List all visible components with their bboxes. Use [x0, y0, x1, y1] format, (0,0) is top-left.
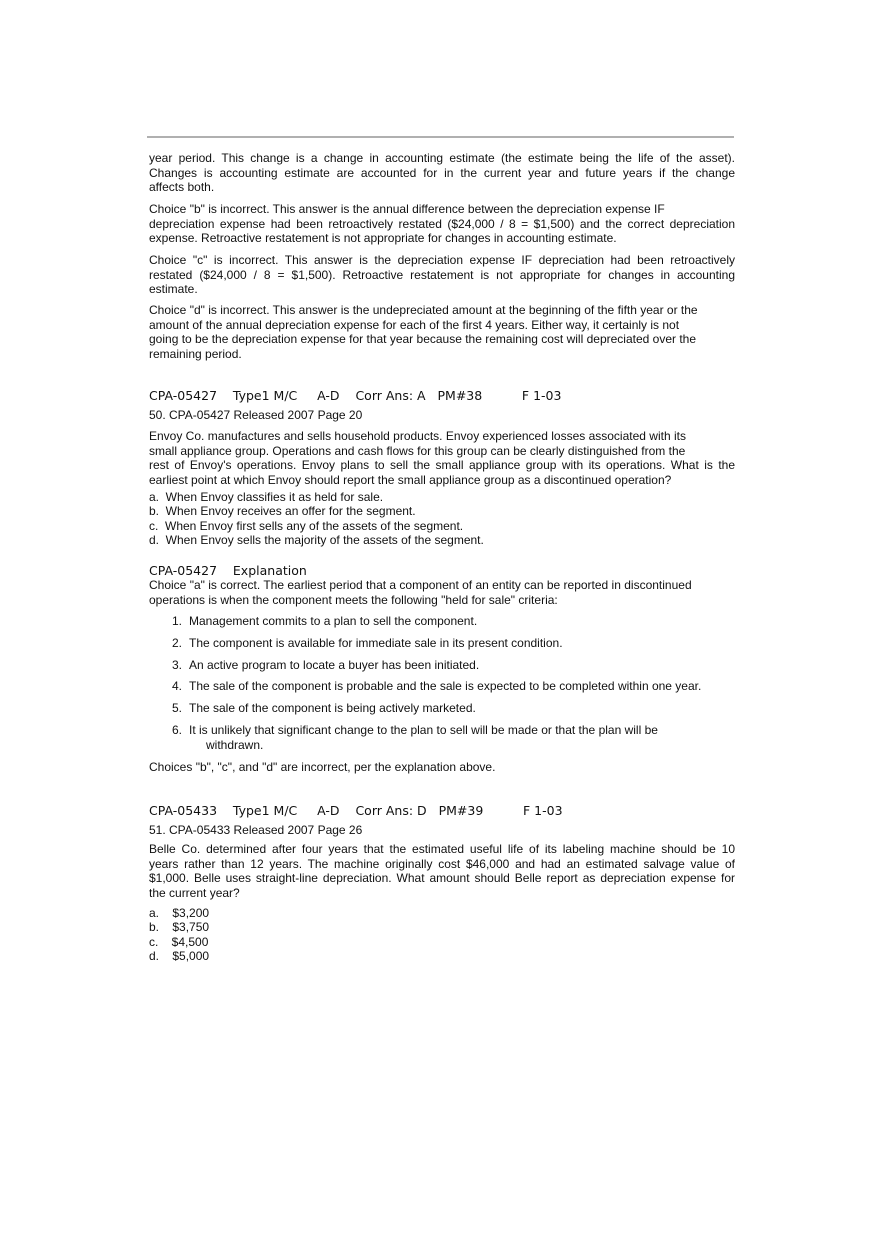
criteria-text: An active program to locate a buyer has been initiated. — [189, 657, 480, 672]
criteria-item — [172, 658, 712, 673]
text-line: Choice "b" is incorrect. This answer is the annual difference between the depreciation expense IF — [149, 202, 665, 216]
text-line: b. When Envoy receives an offer for the segment. — [149, 504, 416, 519]
header-rule — [147, 136, 734, 138]
text-line: Envoy Co. manufactures and sells household products. Envoy experienced losses associated with its — [149, 429, 686, 443]
text-line: going to be the depreciation expense for that year because the remaining cost will depreciated over the — [149, 332, 697, 347]
text-line: expense. Retroactive restatement is not appropriate for changes in accounting estimate. — [149, 231, 617, 246]
text-line: a. When Envoy classifies it as held for sale. — [149, 490, 384, 504]
text-line: d. When Envoy sells the majority of the assets of the segment. — [149, 532, 484, 547]
text-line: Choice "a" is correct. The earliest period that a component of an entity can be reported in discontinued — [149, 578, 692, 592]
criteria-item — [172, 701, 712, 716]
criteria-item — [172, 679, 712, 694]
question-50-header: CPA-05427 Type1 M/C A-D Corr Ans: A PM#38 F 1-03 — [149, 388, 562, 403]
criteria-text: The component is available for immediate sale in its present condition. — [189, 635, 563, 650]
text-line: year period. This change is a change in accounting estimate (the estimate being the life of the asset). — [149, 151, 735, 165]
text-line: $1,000. Belle uses straight-line depreciation. What amount should Belle report as depreciation expense for — [149, 871, 735, 886]
text-line: c. $4,500 — [149, 934, 209, 949]
criteria-number: 2. — [172, 635, 183, 650]
text-line: Belle Co. determined after four years that the estimated useful life of its labeling machine should be 10 — [149, 842, 735, 856]
text-line: estimate. — [149, 282, 198, 297]
text-line: a. $3,200 — [149, 906, 210, 920]
text-line: rest of Envoy's operations. Envoy plans to sell the small appliance group with its operations. What is the — [149, 458, 735, 473]
criteria-item — [172, 723, 712, 753]
question-50-text — [149, 429, 735, 487]
text-line: Changes is accounting estimate are accounted for in the current year and future years if the change — [149, 165, 735, 180]
criteria-text: It is unlikely that significant change to the plan to sell will be made or that the plan will be — [189, 722, 658, 737]
criteria-number: 1. — [172, 614, 183, 628]
criteria-number: 4. — [172, 679, 183, 694]
question-50-explanation — [149, 578, 735, 607]
criteria-text: The sale of the component is probable and the sale is expected to be completed within one year. — [189, 679, 702, 694]
prev-explanation-choice-c — [149, 253, 735, 297]
text-line: depreciation expense had been retroactively restated ($24,000 / 8 = $1,500) and the correct depreciation — [149, 216, 735, 231]
criteria-number: 5. — [172, 701, 183, 716]
question-51-options — [149, 906, 209, 963]
text-line: years rather than 12 years. The machine originally cost $46,000 and had an estimated salvage value of — [149, 856, 735, 871]
prev-explanation-choice-b — [149, 202, 735, 246]
prev-explanation-choice-d — [149, 303, 735, 361]
text-line: affects both. — [149, 180, 215, 195]
text-line: c. When Envoy first sells any of the assets of the segment. — [149, 518, 464, 533]
criteria-item — [172, 614, 712, 629]
question-50-explanation-header: CPA-05427 Explanation — [149, 563, 307, 578]
text-line: restated ($24,000 / 8 = $1,500). Retroactive restatement is not appropriate for changes in accounting — [149, 267, 735, 282]
text-line: Choice "d" is incorrect. This answer is the undepreciated amount at the beginning of the fifth year or the — [149, 303, 698, 317]
text-line: earliest point at which Envoy should report the small appliance group as a discontinued operation? — [149, 472, 672, 487]
criteria-text: The sale of the component is being actively marketed. — [189, 701, 476, 716]
criteria-text-continued: withdrawn. — [206, 737, 264, 752]
text-line: the current year? — [149, 885, 240, 900]
criteria-number: 3. — [172, 657, 183, 672]
criteria-number: 6. — [172, 722, 183, 737]
text-line: d. $5,000 — [149, 948, 210, 963]
text-line: small appliance group. Operations and cash flows for this group can be clearly distinguished from the — [149, 443, 686, 458]
text-line: operations is when the component meets the following "held for sale" criteria: — [149, 592, 558, 607]
question-50-closing: Choices "b", "c", and "d" are incorrect, per the explanation above. — [149, 760, 496, 774]
question-51-text — [149, 842, 735, 900]
question-51-title: 51. CPA-05433 Released 2007 Page 26 — [149, 823, 363, 837]
prev-explanation-paragraph-1 — [149, 151, 735, 195]
question-50-title: 50. CPA-05427 Released 2007 Page 20 — [149, 408, 363, 422]
text-line: Choice "c" is incorrect. This answer is the depreciation expense IF depreciation had been retroactively — [149, 253, 735, 267]
held-for-sale-criteria-list — [172, 614, 712, 760]
criteria-item — [172, 636, 712, 651]
text-line: remaining period. — [149, 346, 242, 361]
question-51-header: CPA-05433 Type1 M/C A-D Corr Ans: D PM#39 F 1-03 — [149, 803, 563, 818]
text-line: amount of the annual depreciation expense for each of the first 4 years. Either way, it certainly is not — [149, 317, 680, 332]
criteria-text: Management commits to a plan to sell the component. — [189, 614, 478, 628]
question-50-options — [149, 490, 484, 547]
text-line: b. $3,750 — [149, 920, 210, 935]
